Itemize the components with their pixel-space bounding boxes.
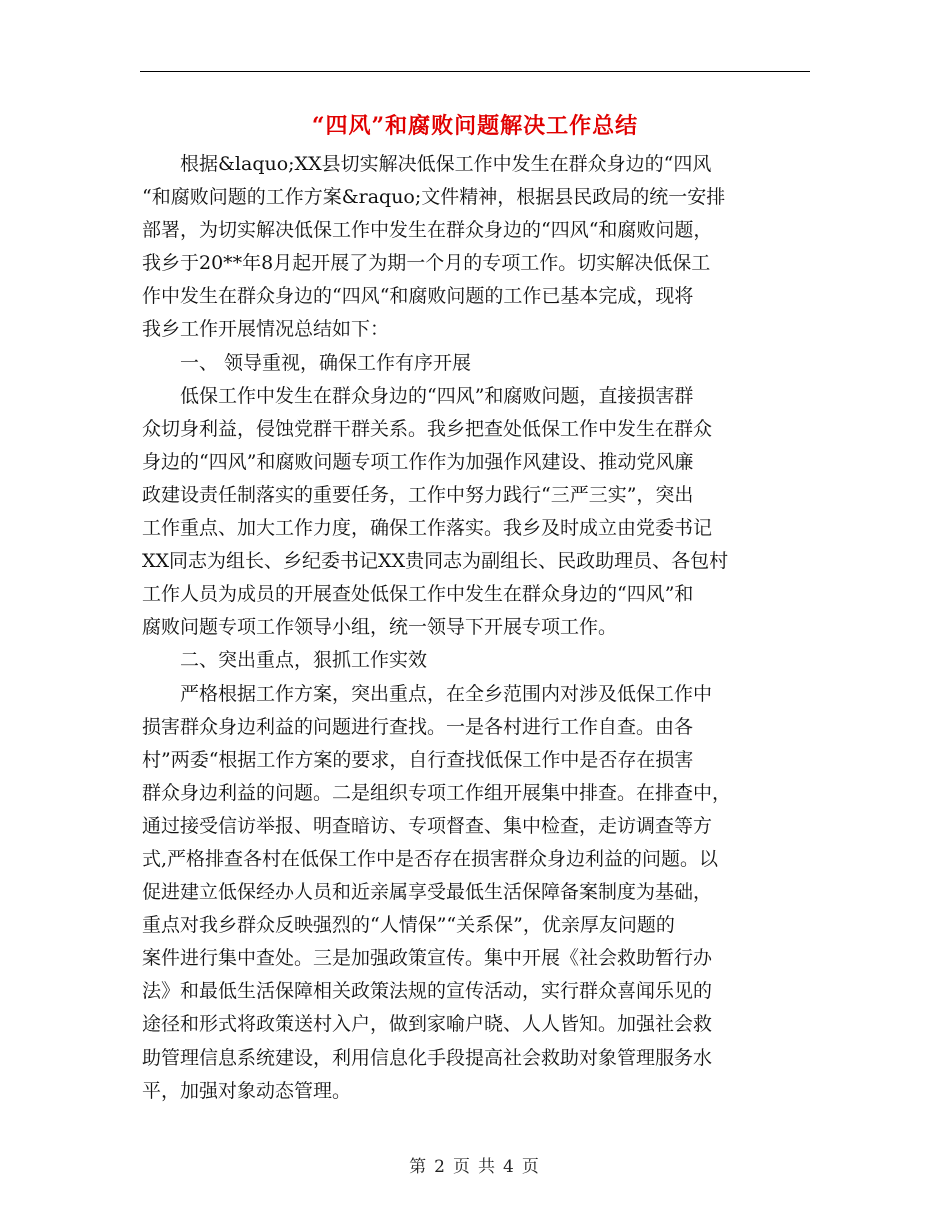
- section-heading: 一、 领导重视，确保工作有序开展: [180, 351, 472, 374]
- document-body: [142, 148, 810, 1108]
- body-line: 途径和形式将政策送村入户，做到家喻户晓、人人皆知。加强社会救: [142, 1013, 713, 1036]
- body-line: XX同志为组长、乡纪委书记XX贵同志为副组长、民政助理员、各包村: [142, 550, 729, 573]
- body-line: 重点对我乡群众反映强烈的“人情保”“关系保”，优亲厚友问题的: [142, 914, 675, 937]
- body-line: 促进建立低保经办人员和近亲属享受最低生活保障备案制度为基础，: [142, 881, 713, 904]
- total-pages-number: 4: [503, 1157, 516, 1177]
- body-line: 低保工作中发生在群众身边的“四风”和腐败问题，直接损害群: [180, 384, 694, 407]
- current-page-number: 2: [434, 1157, 447, 1177]
- body-line: 部署，为切实解决低保工作中发生在群众身边的“四风“和腐败问题，: [142, 219, 713, 242]
- body-line: 众切身利益，侵蚀党群干群关系。我乡把查处低保工作中发生在群众: [142, 417, 713, 440]
- body-line: 村”两委“根据工作方案的要求，自行查找低保工作中是否存在损害: [142, 748, 694, 771]
- body-line: 身边的“四风”和腐败问题专项工作作为加强作风建设、推动党风廉: [142, 450, 694, 473]
- body-line: 通过接受信访举报、明查暗访、专项督查、集中检查，走访调查等方: [142, 814, 713, 837]
- page-footer: [0, 1152, 950, 1177]
- body-line: 根据&laquo;XX县切实解决低保工作中发生在群众身边的“四风: [180, 153, 712, 175]
- body-line: 工作重点、加大工作力度，确保工作落实。我乡及时成立由党委书记: [142, 517, 713, 540]
- page-label-suffix: 页: [521, 1157, 541, 1177]
- body-line: 政建设责任制落实的重要任务，工作中努力践行“三严三实”，突出: [142, 483, 694, 506]
- body-line: 损害群众身边利益的问题进行查找。一是各村进行工作自查。由各: [142, 715, 694, 738]
- total-label: 共: [478, 1157, 497, 1177]
- section-heading: 二、突出重点，狠抓工作实效: [180, 649, 428, 672]
- body-line: 严格根据工作方案，突出重点，在全乡范围内对涉及低保工作中: [180, 682, 713, 705]
- body-line: 我乡于20**年8月起开展了为期一个月的专项工作。切实解决低保工: [142, 252, 711, 275]
- document-title: “四风”和腐败问题解决工作总结: [311, 113, 639, 139]
- body-line: 作中发生在群众身边的“四风“和腐败问题的工作已基本完成，现将: [142, 285, 694, 308]
- body-line: “和腐败问题的工作方案&raquo;文件精神，根据县民政局的统一安排: [142, 186, 726, 209]
- body-line: 助管理信息系统建设，利用信息化手段提高社会救助对象管理服务水: [142, 1046, 713, 1069]
- body-line: 我乡工作开展情况总结如下：: [142, 318, 390, 341]
- body-line: 腐败问题专项工作领导小组，统一领导下开展专项工作。: [142, 616, 618, 639]
- body-line: 式,严格排查各村在低保工作中是否存在损害群众身边利益的问题。以: [142, 847, 719, 870]
- body-line: 工作人员为成员的开展查处低保工作中发生在群众身边的“四风”和: [142, 583, 694, 606]
- header-rule: [140, 71, 810, 72]
- body-line: 平，加强对象动态管理。: [142, 1079, 352, 1102]
- body-line: 法》和最低生活保障相关政策法规的宣传活动，实行群众喜闻乐见的: [142, 980, 713, 1003]
- page-label-prefix: 第: [409, 1157, 429, 1177]
- body-line: 案件进行集中查处。三是加强政策宣传。集中开展《社会救助暂行办: [142, 947, 713, 970]
- page-label-mid: 页: [453, 1157, 472, 1177]
- body-line: 群众身边利益的问题。二是组织专项工作组开展集中排查。在排查中，: [142, 781, 732, 804]
